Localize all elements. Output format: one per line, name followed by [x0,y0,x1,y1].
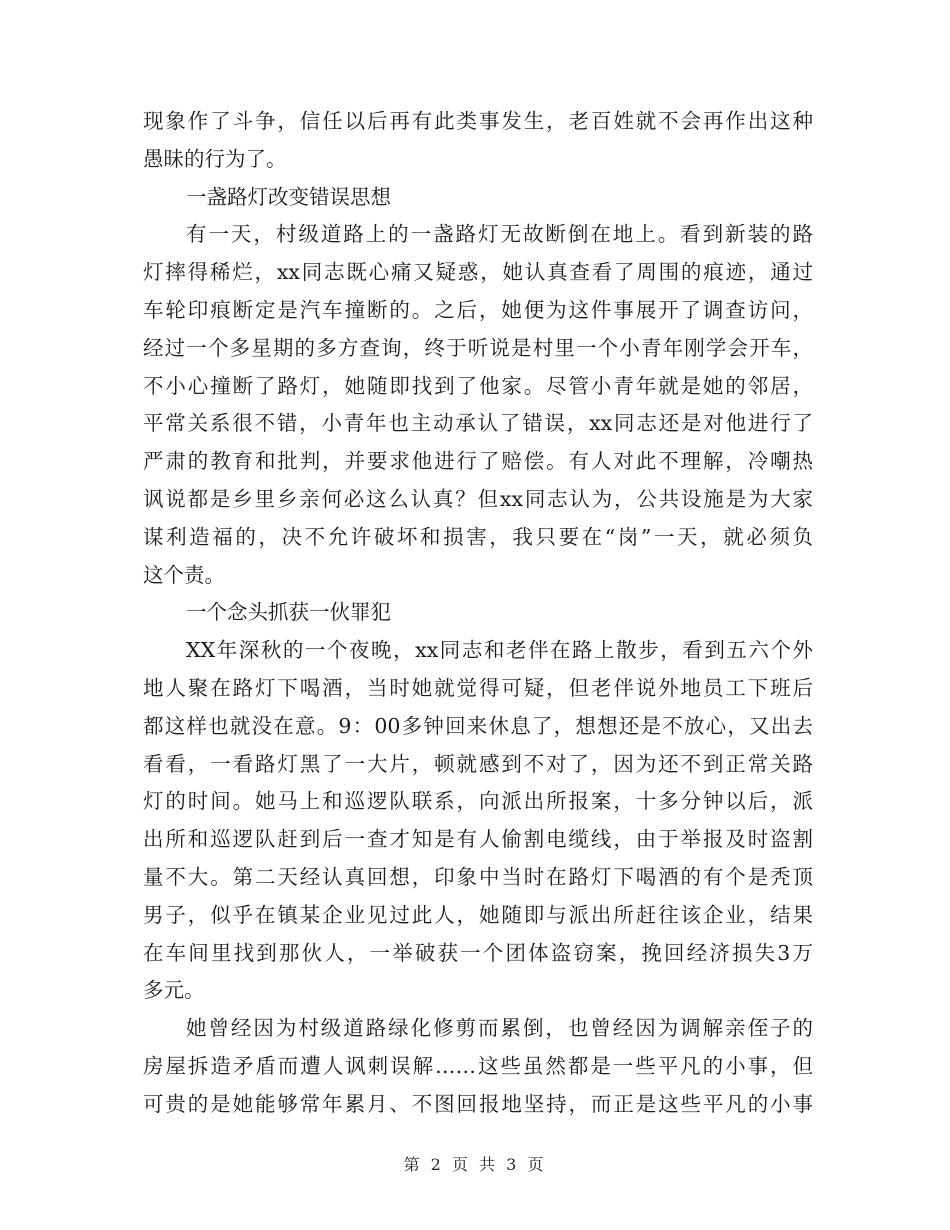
text-line: 现象作了斗争，信任以后再有此类事发生，老百姓就不会再作出这种 [143,109,813,133]
text-line: 严肃的教育和批判，并要求他进行了赔偿。有人对此不理解，冷嘲热 [143,449,813,474]
text-line: 这个责。 [143,562,225,587]
text-line: 讽说都是乡里乡亲何必这么认真？但xx同志认为，公共设施是为大家 [143,486,813,511]
text-line: 地人聚在路灯下喝酒，当时她就觉得可疑，但老伴说外地员工下班后 [143,675,813,700]
text-line: 在车间里找到那伙人，一举破获一个团体盗窃案，挽回经济损失3万 [143,940,813,965]
text-line: 不小心撞断了路灯，她随即找到了他家。尽管小青年就是她的邻居， [143,373,813,398]
text-line: 多元。 [143,978,205,1003]
text-line: 男子，似乎在镇某企业见过此人，她随即与派出所赶往该企业，结果 [143,902,813,927]
text-line: 一盏路灯改变错误思想 [186,184,391,209]
text-line: 灯的时间。她马上和巡逻队联系，向派出所报案，十多分钟以后，派 [143,789,813,814]
page-footer: 第 2 页 共 3 页 [403,1155,547,1174]
text-line: 灯摔得稀烂，xx同志既心痛又疑惑，她认真查看了周围的痕迹，通过 [143,260,813,285]
text-line: 看看，一看路灯黑了一大片，顿就感到不对了，因为还不到正常关路 [143,751,813,776]
text-line: 量不大。第二天经认真回想，印象中当时在路灯下喝酒的有个是秃顶 [143,864,813,889]
text-line: 经过一个多星期的多方查询，终于听说是村里一个小青年刚学会开车， [143,335,813,360]
text-line: 愚昧的行为了。 [143,146,287,171]
text-line: 有一天，村级道路上的一盏路灯无故断倒在地上。看到新装的路 [186,222,813,247]
text-line: 出所和巡逻队赶到后一查才知是有人偷割电缆线，由于举报及时盗割 [143,827,813,852]
text-line: 一个念头抓获一伙罪犯 [186,600,391,625]
text-line: 谋利造福的，决不允许破坏和损害，我只要在“岗”一天，就必须负 [143,524,813,549]
text-line: 平常关系很不错，小青年也主动承认了错误，xx同志还是对他进行了 [143,411,813,436]
text-line: XX年深秋的一个夜晚，xx同志和老伴在路上散步，看到五六个外 [186,638,813,663]
text-line: 房屋拆造矛盾而遭人讽刺误解……这些虽然都是一些平凡的小事，但 [143,1053,813,1078]
text-line: 可贵的是她能够常年累月、不图回报地坚持，而正是这些平凡的小事 [143,1091,813,1116]
text-line: 都这样也就没在意。9：00多钟回来休息了，想想还是不放心，又出去 [143,713,813,738]
text-line: 她曾经因为村级道路绿化修剪而累倒，也曾经因为调解亲侄子的 [186,1016,813,1041]
document-body [143,103,813,1124]
text-line: 车轮印痕断定是汽车撞断的。之后，她便为这件事展开了调查访问， [143,297,813,322]
